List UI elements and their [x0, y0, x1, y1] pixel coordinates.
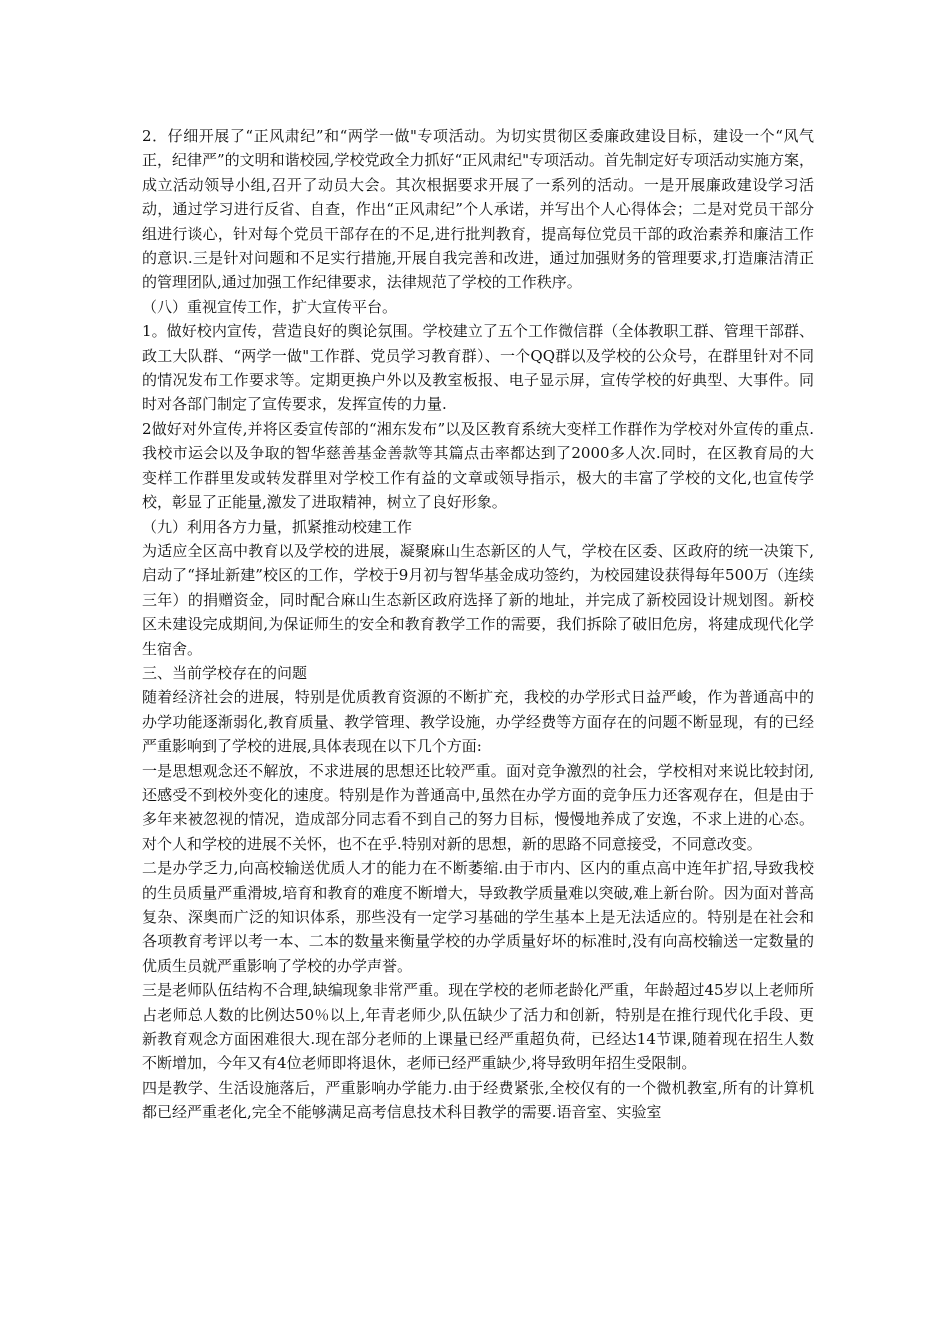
paragraph-problem-teacher-staffing: 三是老师队伍结构不合理,缺编现象非常严重。现在学校的老师老龄化严重，年龄超过45岁以上老师所占老师总人数的比例达50％以上,年青老师少,队伍缺少了活力和创新，特别是在推行现代化手段、更新教育观念方面困难很大.现在部分老师的上课量已经严重超负荷，已经达14节课,随着现在招生人数不断增加，今年又有4位老师即将退休，老师已经严重缺少,将导致明年招生受限制。 — [142, 981, 814, 1073]
document-body — [142, 124, 814, 1125]
paragraph-campus-construction: 为适应全区高中教育以及学校的进展，凝聚麻山生态新区的人气，学校在区委、区政府的统一决策下,启动了“择址新建”校区的工作，学校于9月初与智华基金成功签约，为校园建设获得每年500万（连续三年）的捐赠资金，同时配合麻山生态新区政府选择了新的地址，并完成了新校园设计规划图。新校区未建设完成期间,为保证师生的安全和教育教学工作的需要，我们拆除了破旧危房，将建成现代化学生宿舍。 — [142, 541, 814, 658]
section-heading-publicity: （八）重视宣传工作，扩大宣传平台。 — [142, 297, 398, 316]
paragraph-problem-school-capacity: 二是办学乏力,向高校输送优质人才的能力在不断萎缩.由于市内、区内的重点高中连年扩招,导致我校的生员质量严重滑坡,培育和教育的难度不断增大，导致教学质量难以突破,难上新台阶。因为面对普高复杂、深奥而广泛的知识体系，那些没有一定学习基础的学生基本上是无法适应的。特别是在社会和各项教育考评以考一本、二本的数量来衡量学校的办学质量好坏的标准时,没有向高校输送一定数量的优质生员就严重影响了学校的办学声誉。 — [142, 859, 814, 975]
paragraph-problem-facilities: 四是教学、生活设施落后，严重影响办学能力.由于经费紧张,全校仅有的一个微机教室,所有的计算机都已经严重老化,完全不能够满足高考信息技术科目教学的需要.语音室、实验室 — [142, 1078, 814, 1122]
paragraph-external-publicity: 2做好对外宣传,并将区委宣传部的“湘东发布”以及区教育系统大变样工作群作为学校对外宣传的重点.我校市运会以及争取的智华慈善基金善款等其篇点击率都达到了2000多人次.同时，在区教育局的大变样工作群里发或转发群里对学校工作有益的文章或领导指示，极大的丰富了学校的文化,也宣传学校，彰显了正能量,激发了进取精神，树立了良好形象。 — [142, 419, 814, 512]
paragraph-anti-corruption-campaign: 2．仔细开展了“正风肃纪”和“两学一做"专项活动。为切实贯彻区委廉政建设目标，建设一个“风气正，纪律严”的文明和谐校园,学校党政全力抓好“正风肃纪"专项活动。首先制定好专项活动实施方案，成立活动领导小组,召开了动员大会。其次根据要求开展了一系列的活动。一是开展廉政建设学习活动，通过学习进行反省、自查，作出“正风肃纪”个人承诺，并写出个人心得体会；二是对党员干部分组进行谈心，针对每个党员干部存在的不足,进行批判教育，提高每位党员干部的政治素养和廉洁工作的意识.三是针对问题和不足实行措施,开展自我完善和改进，通过加强财务的管理要求,打造廉洁清正的管理团队,通过加强工作纪律要求，法律规范了学校的工作秩序。 — [142, 127, 815, 292]
paragraph-internal-publicity: 1。做好校内宣传，营造良好的舆论氛围。学校建立了五个工作微信群（全体教职工群、管理干部群、政工大队群、“两学一做"工作群、党员学习教育群）、一个QQ群以及学校的公众号，在群里针对不同的情况发布工作要求等。定期更换户外以及教室板报、电子显示屏，宣传学校的好典型、大事件。同时对各部门制定了宣传要求，发挥宣传的力量. — [142, 322, 814, 414]
section-heading-current-problems: 三、当前学校存在的问题 — [142, 663, 308, 682]
section-heading-campus-construction: （九）利用各方力量，抓紧推动校建工作 — [142, 517, 413, 536]
paragraph-problems-intro: 随着经济社会的进展，特别是优质教育资源的不断扩充，我校的办学形式日益严峻，作为普通高中的办学功能逐渐弱化,教育质量、教学管理、教学设施，办学经费等方面存在的问题不断显现，有的已经严重影响到了学校的进展,具体表现在以下几个方面: — [142, 688, 814, 756]
paragraph-problem-mindset: 一是思想观念还不解放，不求进展的思想还比较严重。面对竞争激烈的社会，学校相对来说比较封闭,还感受不到校外变化的速度。特别是作为普通高中,虽然在办学方面的竞争压力还客观存在，但是由于多年来被忽视的情况，造成部分同志看不到自己的努力目标，慢慢地养成了安逸，不求上进的心态。对个人和学校的进展不关怀，也不在乎.特别对新的思想，新的思路不同意接受，不同意改变。 — [142, 761, 814, 853]
